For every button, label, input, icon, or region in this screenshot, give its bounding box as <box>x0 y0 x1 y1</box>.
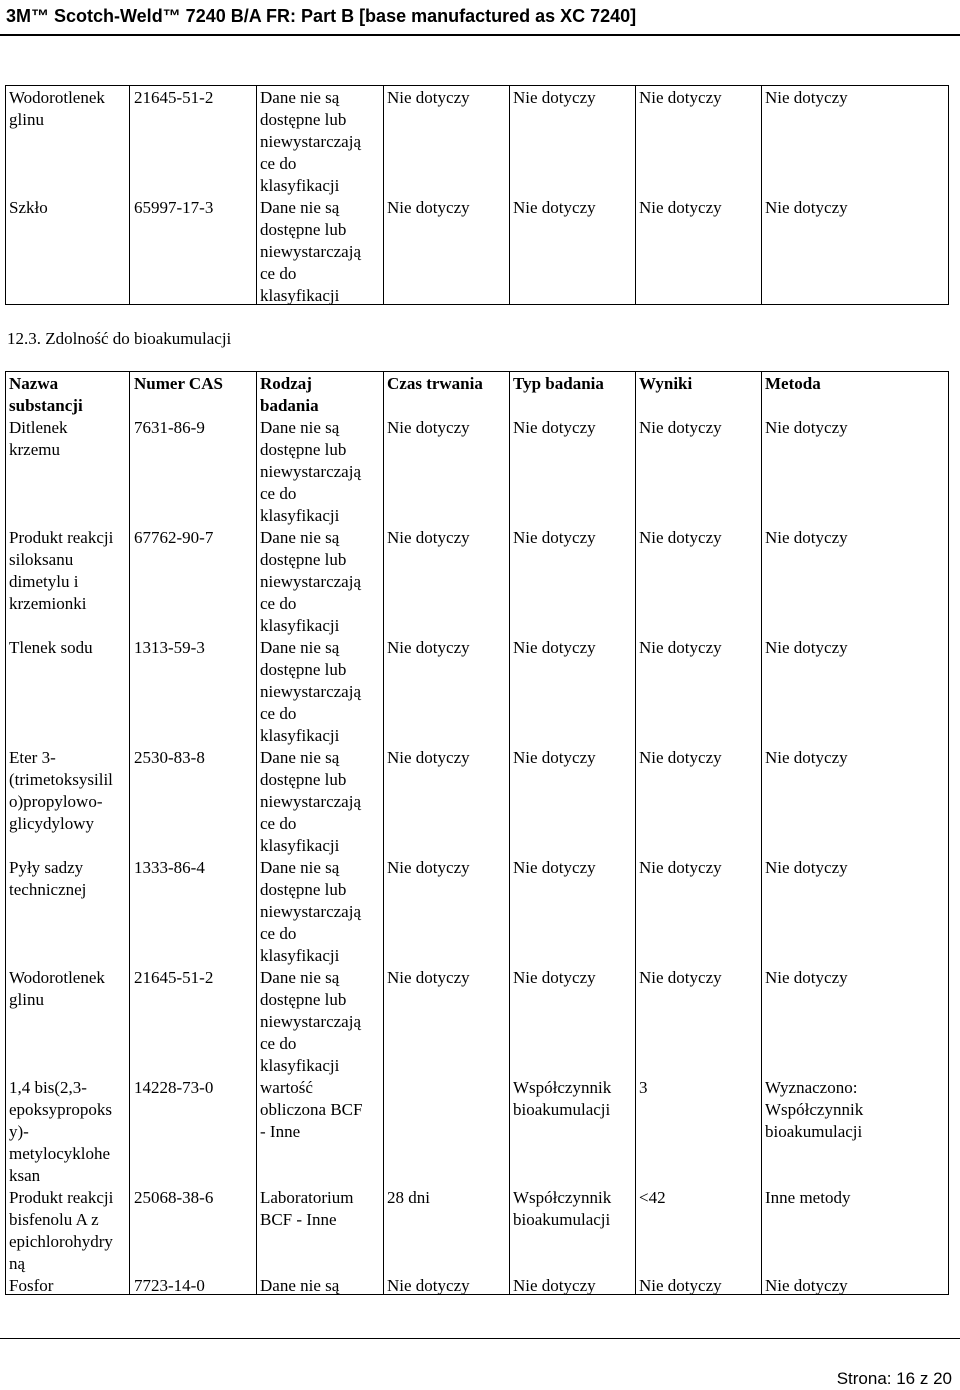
column-divider <box>635 86 636 304</box>
cell-name: ksan <box>9 1166 41 1185</box>
column-divider <box>383 86 384 304</box>
cell-study: Dane nie są <box>260 858 340 877</box>
cell-name: Produkt reakcji <box>9 1188 114 1207</box>
cell-cas: 7631-86-9 <box>134 418 205 437</box>
cell-name: bisfenolu A z <box>9 1210 99 1229</box>
cell-c4: Nie dotyczy <box>387 88 470 107</box>
cell-c4: 28 dni <box>387 1188 430 1207</box>
cell-c4: Nie dotyczy <box>387 858 470 877</box>
cell-name: Eter 3- <box>9 748 56 767</box>
cell-study: dostępne lub <box>260 770 347 789</box>
cell-study: ce do <box>260 924 297 943</box>
cell-study: klasyfikacji <box>260 506 340 525</box>
cell-name: Fosfor <box>9 1276 54 1295</box>
cell-c7: Nie dotyczy <box>765 198 848 217</box>
cell-study: klasyfikacji <box>260 726 340 745</box>
column-divider <box>509 372 510 1294</box>
cell-study: niewystarczają <box>260 1012 361 1031</box>
column-divider <box>761 86 762 304</box>
cell-c5: Nie dotyczy <box>513 1276 596 1295</box>
cell-c6: <42 <box>639 1188 666 1207</box>
cell-cas: 67762-90-7 <box>134 528 214 547</box>
cell-c5: Współczynnik <box>513 1188 612 1207</box>
cell-name: glinu <box>9 990 44 1009</box>
cell-c7: Nie dotyczy <box>765 748 848 767</box>
cell-study: obliczona BCF <box>260 1100 363 1119</box>
cell-c6: Nie dotyczy <box>639 748 722 767</box>
cell-c6: Nie dotyczy <box>639 528 722 547</box>
header-duration: Czas trwania <box>387 374 483 393</box>
cell-cas: 7723-14-0 <box>134 1276 205 1295</box>
cell-c7: Nie dotyczy <box>765 1276 848 1295</box>
column-divider <box>635 372 636 1294</box>
page-number: Strona: 16 z 20 <box>836 1369 952 1388</box>
cell-c4: Nie dotyczy <box>387 418 470 437</box>
cell-c5: Współczynnik <box>513 1078 612 1097</box>
cell-name: glicydylowy <box>9 814 94 833</box>
cell-cas: 2530-83-8 <box>134 748 205 767</box>
cell-c5: Nie dotyczy <box>513 88 596 107</box>
cell-name: Tlenek sodu <box>9 638 93 657</box>
cell-name: technicznej <box>9 880 87 899</box>
cell-study: niewystarczają <box>260 572 361 591</box>
cell-name: Pyły sadzy <box>9 858 84 877</box>
cell-c7: Inne metody <box>765 1188 851 1207</box>
cell-name: Wodorotlenek <box>9 88 105 107</box>
cell-name: ną <box>9 1254 26 1273</box>
cell-study: Dane nie są <box>260 638 340 657</box>
cell-c6: Nie dotyczy <box>639 1276 722 1295</box>
cell-name: Szkło <box>9 198 48 217</box>
cell-study: niewystarczają <box>260 792 361 811</box>
cell-cas: 21645-51-2 <box>134 968 214 987</box>
cell-c5: Nie dotyczy <box>513 528 596 547</box>
cell-study: ce do <box>260 154 297 173</box>
cell-study: niewystarczają <box>260 902 361 921</box>
cell-name: y)- <box>9 1122 29 1141</box>
cell-study: dostępne lub <box>260 990 347 1009</box>
cell-cas: 25068-38-6 <box>134 1188 214 1207</box>
cell-study: Dane nie są <box>260 968 340 987</box>
cell-cas: 21645-51-2 <box>134 88 214 107</box>
cell-study: dostępne lub <box>260 660 347 679</box>
cell-study: klasyfikacji <box>260 286 340 305</box>
cell-c6: Nie dotyczy <box>639 638 722 657</box>
cell-name: (trimetoksysilil <box>9 770 113 789</box>
cell-c5: Nie dotyczy <box>513 748 596 767</box>
cell-name: dimetylu i <box>9 572 79 591</box>
cell-c6: Nie dotyczy <box>639 858 722 877</box>
table-toxicity-continued <box>5 85 949 305</box>
cell-c4: Nie dotyczy <box>387 198 470 217</box>
cell-study: dostępne lub <box>260 550 347 569</box>
cell-study: dostępne lub <box>260 440 347 459</box>
cell-study: - Inne <box>260 1122 301 1141</box>
header-study: badania <box>260 396 319 415</box>
cell-c4: Nie dotyczy <box>387 1276 470 1295</box>
section-heading: 12.3. Zdolność do bioakumulacji <box>7 329 232 348</box>
cell-study: BCF - Inne <box>260 1210 337 1229</box>
header-name: Nazwa <box>9 374 59 393</box>
cell-study: klasyfikacji <box>260 1056 340 1075</box>
cell-c6: 3 <box>639 1078 648 1097</box>
cell-c4: Nie dotyczy <box>387 638 470 657</box>
cell-name: epoksypropoks <box>9 1100 112 1119</box>
cell-c5: Nie dotyczy <box>513 638 596 657</box>
cell-c6: Nie dotyczy <box>639 968 722 987</box>
cell-study: ce do <box>260 594 297 613</box>
cell-name: glinu <box>9 110 44 129</box>
cell-name: Ditlenek <box>9 418 68 437</box>
cell-study: Dane nie są <box>260 418 340 437</box>
cell-study: klasyfikacji <box>260 946 340 965</box>
header-study: Rodzaj <box>260 374 312 393</box>
cell-c6: Nie dotyczy <box>639 88 722 107</box>
cell-c7: Nie dotyczy <box>765 418 848 437</box>
cell-c7: Nie dotyczy <box>765 968 848 987</box>
column-divider <box>383 372 384 1294</box>
cell-c4: Nie dotyczy <box>387 528 470 547</box>
footer-divider <box>0 1338 960 1339</box>
column-divider <box>509 86 510 304</box>
cell-study: dostępne lub <box>260 110 347 129</box>
cell-study: dostępne lub <box>260 880 347 899</box>
cell-study: Dane nie są <box>260 88 340 107</box>
cell-cas: 65997-17-3 <box>134 198 214 217</box>
cell-name: o)propylowo- <box>9 792 103 811</box>
cell-name: krzemionki <box>9 594 87 613</box>
cell-study: ce do <box>260 814 297 833</box>
document-title: 3M™ Scotch-Weld™ 7240 B/A FR: Part B [base manufactured as XC 7240] <box>6 6 637 26</box>
cell-c5: Nie dotyczy <box>513 198 596 217</box>
cell-c7: Nie dotyczy <box>765 638 848 657</box>
header-result: Wyniki <box>639 374 693 393</box>
column-divider <box>256 86 257 304</box>
header-test: Typ badania <box>513 374 604 393</box>
cell-name: metylocyklohe <box>9 1144 111 1163</box>
cell-study: klasyfikacji <box>260 176 340 195</box>
header-cas: Numer CAS <box>134 374 223 393</box>
header-method: Metoda <box>765 374 821 393</box>
cell-study: Dane nie są <box>260 748 340 767</box>
cell-c5: Nie dotyczy <box>513 968 596 987</box>
header-name: substancji <box>9 396 83 415</box>
cell-name: Wodorotlenek <box>9 968 105 987</box>
cell-c5: Nie dotyczy <box>513 858 596 877</box>
column-divider <box>129 86 130 304</box>
cell-study: klasyfikacji <box>260 616 340 635</box>
cell-study: Dane nie są <box>260 1276 340 1295</box>
cell-c6: Nie dotyczy <box>639 418 722 437</box>
cell-c6: Nie dotyczy <box>639 198 722 217</box>
cell-c4: Nie dotyczy <box>387 748 470 767</box>
cell-cas: 1313-59-3 <box>134 638 205 657</box>
cell-c5: bioakumulacji <box>513 1100 611 1119</box>
cell-c7: bioakumulacji <box>765 1122 863 1141</box>
cell-study: Laboratorium <box>260 1188 354 1207</box>
cell-c7: Współczynnik <box>765 1100 864 1119</box>
cell-c4: Nie dotyczy <box>387 968 470 987</box>
cell-name: krzemu <box>9 440 60 459</box>
cell-study: ce do <box>260 484 297 503</box>
cell-study: niewystarczają <box>260 132 361 151</box>
cell-c7: Nie dotyczy <box>765 528 848 547</box>
cell-study: ce do <box>260 264 297 283</box>
cell-study: ce do <box>260 704 297 723</box>
cell-cas: 14228-73-0 <box>134 1078 214 1097</box>
cell-study: klasyfikacji <box>260 836 340 855</box>
cell-c7: Wyznaczono: <box>765 1078 858 1097</box>
cell-study: dostępne lub <box>260 220 347 239</box>
cell-name: siloksanu <box>9 550 74 569</box>
cell-study: Dane nie są <box>260 198 340 217</box>
cell-cas: 1333-86-4 <box>134 858 205 877</box>
cell-study: ce do <box>260 1034 297 1053</box>
column-divider <box>129 372 130 1294</box>
cell-name: epichlorohydry <box>9 1232 113 1251</box>
page-header <box>0 0 960 36</box>
cell-c5: bioakumulacji <box>513 1210 611 1229</box>
cell-study: wartość <box>260 1078 313 1097</box>
cell-study: niewystarczają <box>260 242 361 261</box>
cell-study: niewystarczają <box>260 462 361 481</box>
cell-study: niewystarczają <box>260 682 361 701</box>
table-bioaccumulation <box>5 371 949 1295</box>
cell-name: Produkt reakcji <box>9 528 114 547</box>
cell-c5: Nie dotyczy <box>513 418 596 437</box>
cell-c7: Nie dotyczy <box>765 88 848 107</box>
column-divider <box>256 372 257 1294</box>
cell-study: Dane nie są <box>260 528 340 547</box>
cell-name: 1,4 bis(2,3- <box>9 1078 87 1097</box>
column-divider <box>761 372 762 1294</box>
cell-c7: Nie dotyczy <box>765 858 848 877</box>
